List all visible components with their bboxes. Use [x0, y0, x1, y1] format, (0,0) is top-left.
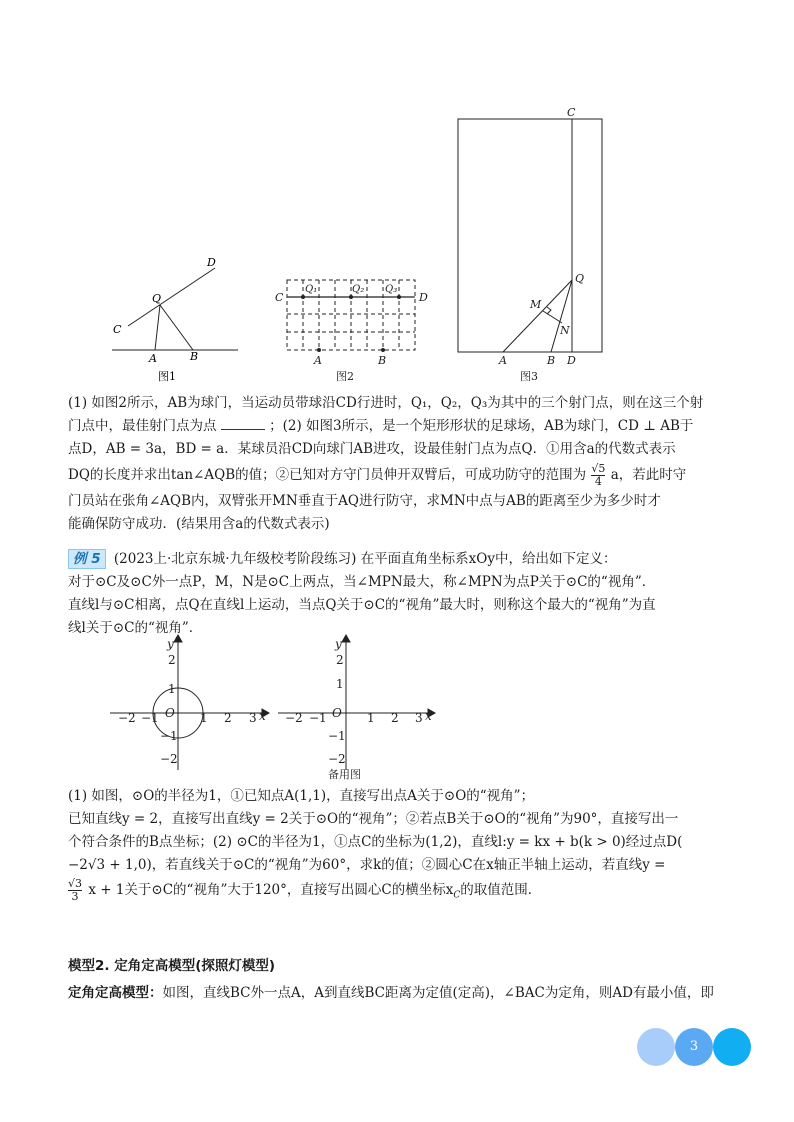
example-5-question: −2√3 + 1,0)，若直线关于⊙C的“视角”为60°，求k的值；②圆心C在x轴正半轴上运动，若直线y = — [68, 857, 666, 873]
problem-4-text-fragment: ；(2) 如图3所示，是一个矩形形状的足球场，AB为球门，CD ⊥ AB于 — [269, 418, 694, 434]
model-2-definition — [68, 982, 714, 1005]
fig2-label-q3: Q₃ — [385, 284, 398, 295]
graph1-tick-y: 1 — [168, 682, 176, 696]
example-5-question — [68, 878, 541, 908]
fig2-point-q3 — [397, 295, 401, 299]
graph2-tick-x: 1 — [367, 711, 375, 725]
fig3-label-m: M — [530, 298, 542, 311]
fig2-point-q1 — [301, 295, 305, 299]
model-2-text: 如图，直线BC外一点A，A到直线BC距离为定值(定高)，∠BAC为定角，则AD有最小值，即 — [162, 985, 714, 1001]
fig2-label-d: D — [419, 291, 428, 304]
problem-4-line: (1) 如图2所示，AB为球门，当运动员带球沿CD行进时，Q₁，Q₂，Q₃为其中的三个射门点，则在这三个射 — [68, 395, 704, 411]
subscript-c: C — [453, 890, 461, 901]
fig1-label-c: C — [113, 323, 122, 336]
problem-4-text-fragment: a，若此时守 — [610, 467, 687, 483]
fig3-label-d: D — [567, 354, 576, 367]
fig3-label-n: N — [560, 324, 570, 337]
fraction-sqrt5-over-4 — [591, 463, 605, 488]
badge-circle-accent — [713, 1028, 751, 1066]
fig3-caption: 图3 — [520, 370, 538, 383]
coord-graph-main — [110, 635, 269, 770]
graph1-tick-x: −1 — [141, 711, 159, 725]
fig1-label-b: B — [190, 350, 199, 363]
problem-4-line: 点D，AB = 3a，BD = a．某球员沿CD向球门AB进攻，设最佳射门点为点Q．①用含a的代数式表示 — [68, 441, 676, 457]
figure-1 — [112, 256, 238, 383]
fig3-field-rect — [458, 119, 602, 352]
example-5-question: (1) 如图，⊙O的半径为1，①已知点A(1,1)，直接写出点A关于⊙O的“视角”； — [68, 788, 535, 804]
example-5-source: (2023上·北京东城·九年级校考阶段练习) 在平面直角坐标系xOy中，给出如下定义： — [113, 551, 617, 567]
fig2-caption: 图2 — [336, 370, 354, 383]
graph1-tick-x: 1 — [200, 711, 208, 725]
coord-graph-main-labels — [118, 637, 266, 766]
graph1-tick-y: −2 — [160, 752, 178, 766]
problem-4-line — [68, 463, 686, 488]
fig2-point-q2 — [349, 295, 353, 299]
fig1-label-d: D — [207, 256, 216, 269]
graph2-origin: O — [332, 706, 342, 720]
fig3-label-a: A — [499, 354, 507, 367]
fig2-label-b: B — [378, 354, 387, 367]
page-number: 3 — [689, 1039, 699, 1054]
graph2-tick-x: −1 — [309, 711, 327, 725]
fraction-denominator: 3 — [71, 890, 79, 903]
graph1-tick-y: 2 — [168, 653, 176, 667]
example-5-line: 直线l与⊙C相离，点Q在直线l上运动，当点Q关于⊙C的“视角”最大时，则称这个最大的“视角”为直 — [68, 597, 656, 613]
fig1-caption: 图1 — [158, 370, 176, 383]
problem-4-line: 能确保防守成功．(结果用含a的代数式表示) — [68, 516, 330, 532]
fig2-point-a — [317, 348, 321, 352]
graph1-tick-x: −2 — [118, 711, 136, 725]
fig1-label-a: A — [149, 352, 157, 365]
fig2-point-b — [381, 348, 385, 352]
fig2-label-q2: Q₂ — [352, 284, 365, 295]
graph2-tick-y: −2 — [328, 752, 346, 766]
figure-3 — [458, 119, 602, 352]
example-5-question-fragment: x + 1关于⊙C的“视角”大于120°，直接写出圆心C的横坐标x — [88, 882, 454, 898]
fig3-label-b: B — [547, 354, 556, 367]
graph1-origin: O — [165, 706, 175, 720]
graph2-x-label: x — [425, 709, 432, 723]
problem-4-line: 门员站在张角∠AQB内，双臂张开MN垂直于AQ进行防守，求MN中点与AB的距离至少为多少时才 — [68, 493, 661, 509]
fraction-numerator: √3 — [68, 877, 83, 890]
fig3-segment-mn — [543, 311, 562, 323]
answer-blank[interactable] — [221, 415, 265, 430]
model-2-label: 定角定高模型： — [68, 985, 163, 1001]
graph1-tick-y: −1 — [160, 729, 178, 743]
badge-circle-light — [637, 1028, 675, 1066]
example-5-line: 对于⊙C及⊙C外一点P，M，N是⊙C上两点，当∠MPN最大，称∠MPN为点P关于⊙C的“视角”． — [68, 574, 656, 590]
example-5-question-fragment: 的取值范围． — [460, 882, 542, 898]
figure-3-labels — [498, 106, 584, 383]
example-5-line: 线l关于⊙C的“视角”． — [68, 620, 203, 636]
graph2-y-arrow — [342, 635, 350, 642]
fig3-label-c: C — [567, 106, 576, 119]
graph1-tick-x: 2 — [224, 711, 232, 725]
coord-graph-spare — [278, 635, 435, 770]
fig2-label-q1: Q₁ — [305, 284, 318, 295]
fraction-numerator: √5 — [591, 462, 606, 475]
graph2-tick-y: 2 — [336, 653, 344, 667]
fraction-denominator: 4 — [594, 475, 602, 488]
graph1-y-label: y — [167, 637, 174, 651]
problem-4-text-fragment: 门点中，最佳射门点为点 — [68, 418, 217, 434]
fig3-label-q: Q — [575, 272, 585, 285]
graph1-x-label: x — [259, 709, 266, 723]
graph2-y-label: y — [335, 637, 342, 651]
example-5-line — [68, 548, 616, 571]
fig2-label-a: A — [314, 354, 322, 367]
fraction-sqrt3-over-3 — [68, 878, 82, 903]
graph2-tick-y: −1 — [328, 729, 346, 743]
example-5-question: 个符合条件的B点坐标；(2) ⊙C的半径为1，①点C的坐标为(1,2)，直线l:y = kx + b(k > 0)经过点D( — [68, 834, 683, 850]
fig1-line-cd — [128, 268, 215, 326]
example-tag: 例 5 — [68, 549, 106, 569]
graph2-caption: 备用图 — [328, 768, 361, 781]
example-5-question: 已知直线y = 2，直接写出直线y = 2关于⊙O的“视角”；②若点B关于⊙O的“视角”为90°，直接写出一 — [68, 811, 679, 827]
graph2-tick-x: 3 — [415, 711, 423, 725]
graph1-tick-x: 3 — [249, 711, 257, 725]
model-2-heading: 模型2. 定角定高模型(探照灯模型) — [68, 958, 276, 974]
figure-2-points — [275, 284, 428, 383]
coord-graph-spare-labels — [285, 637, 432, 781]
fig3-right-angle-mark — [547, 307, 551, 314]
graph2-tick-x: −2 — [285, 711, 303, 725]
graph2-tick-x: 2 — [391, 711, 399, 725]
fig1-label-q: Q — [152, 292, 162, 305]
problem-4-text-fragment: DQ的长度并求出tan∠AQB的值；②已知对方守门员伸开双臂后，可成功防守的范围为 — [68, 467, 587, 483]
fig1-segment-qa — [155, 305, 160, 350]
problem-4-line — [68, 415, 693, 438]
fig1-segment-qb — [160, 305, 193, 350]
fig2-label-c: C — [275, 291, 284, 304]
graph2-tick-y: 1 — [336, 677, 344, 691]
